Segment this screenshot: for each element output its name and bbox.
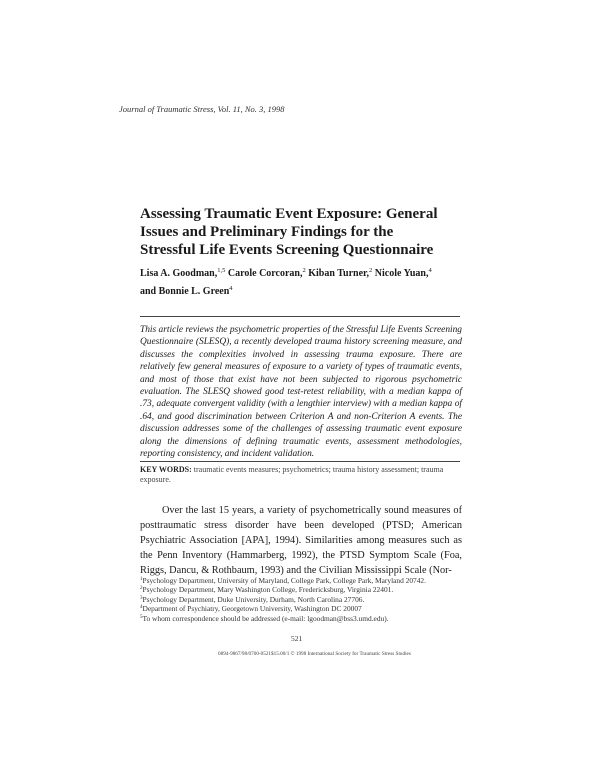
author-name: and Bonnie L. Green <box>140 286 230 297</box>
title-line: Assessing Traumatic Event Exposure: General <box>140 206 438 222</box>
footnote-text: Psychology Department, University of Maryland, College Park, College Park, Maryland 20742. <box>142 576 426 585</box>
footnote <box>140 604 465 613</box>
author-affiliation-mark: 1,5 <box>217 267 226 274</box>
footnote-number: 1 <box>140 577 143 582</box>
footnote <box>140 585 465 594</box>
abstract-top-rule <box>140 316 460 317</box>
copyright-line: 0894-9867/98/0700-0521$15.00/1 © 1998 International Society for Traumatic Stress Studies <box>218 651 411 657</box>
title-line: Stressful Life Events Screening Questionnaire <box>140 242 434 258</box>
footnote-number: 2 <box>140 586 143 592</box>
keywords-text: traumatic events measures; psychometrics; trauma history assessment; trauma exposure. <box>140 465 444 484</box>
author-name: Carole Corcoran, <box>227 268 303 279</box>
keywords-label: KEY WORDS: <box>140 465 192 474</box>
author-list <box>140 263 470 299</box>
author-affiliation-mark: 4 <box>229 285 233 292</box>
author-name: Lisa A. Goodman, <box>140 268 218 279</box>
body-paragraph <box>140 503 462 578</box>
footnote-text: Department of Psychiatry, Georgetown University, Washington DC 20007 <box>142 604 362 614</box>
footnote-text: Psychology Department, Duke University, Durham, North Carolina 27706. <box>142 594 365 604</box>
footnote-number: 4 <box>140 605 143 611</box>
footnotes <box>140 576 465 623</box>
abstract-bottom-rule <box>140 461 460 462</box>
footnote-number: 5 <box>140 614 143 620</box>
footnote-text: Psychology Department, Mary Washington College, Fredericksburg, Virginia 22401. <box>142 585 394 595</box>
author-name: Nicole Yuan, <box>374 268 429 279</box>
footnote-number: 3 <box>140 595 143 601</box>
author-affiliation-mark: 4 <box>428 267 432 274</box>
author-name: Kiban Turner, <box>308 268 370 279</box>
footnote <box>140 614 465 623</box>
author-affiliation-mark: 2 <box>369 267 373 274</box>
body-text: Over the last 15 years, a variety of psychometrically sound measures of posttraumatic stress disorder have been developed (PTSD; American Psychiatric Association [APA], 1994). Similarities among measures such as the Penn Inventory (Hammarberg, 1992), the PTSD Symptom Scale (Foa, Riggs, Dancu, & Rothbaum, 1993) and the Civilian Mississippi Scale (Nor- <box>140 505 462 576</box>
keywords <box>140 465 462 485</box>
article-title <box>140 205 470 259</box>
footnote <box>140 576 465 585</box>
journal-citation: Journal of Traumatic Stress, Vol. 11, No. 3, 1998 <box>119 104 285 114</box>
abstract: This article reviews the psychometric properties of the Stressful Life Events Screening Questionnaire (SLESQ), a recently developed trauma history screening measure, and discusses the complexities involved in assessing trauma exposure. There are relatively few general measures of exposure to a variety of types of traumatic events, and most of those that exist have not been subjected to rigorous psychometric evaluation. The SLESQ showed good test-retest reliability, with a median kappa of .73, adequate convergent validity (with a lengthier interview) with a median kappa of .64, and good discrimination between Criterion A and non-Criterion A events. The discussion addresses some of the challenges of assessing traumatic event exposure along the dimensions of defining traumatic events, assessment methodologies, reporting consistency, and incident validation. <box>140 325 462 460</box>
footnote-text: To whom correspondence should be addressed (e-mail: lgoodman@bss3.umd.edu). <box>142 613 389 623</box>
page-number: 521 <box>291 634 303 643</box>
title-line: Issues and Preliminary Findings for the <box>140 224 394 240</box>
author-affiliation-mark: 2 <box>302 267 306 274</box>
footnote <box>140 595 465 604</box>
